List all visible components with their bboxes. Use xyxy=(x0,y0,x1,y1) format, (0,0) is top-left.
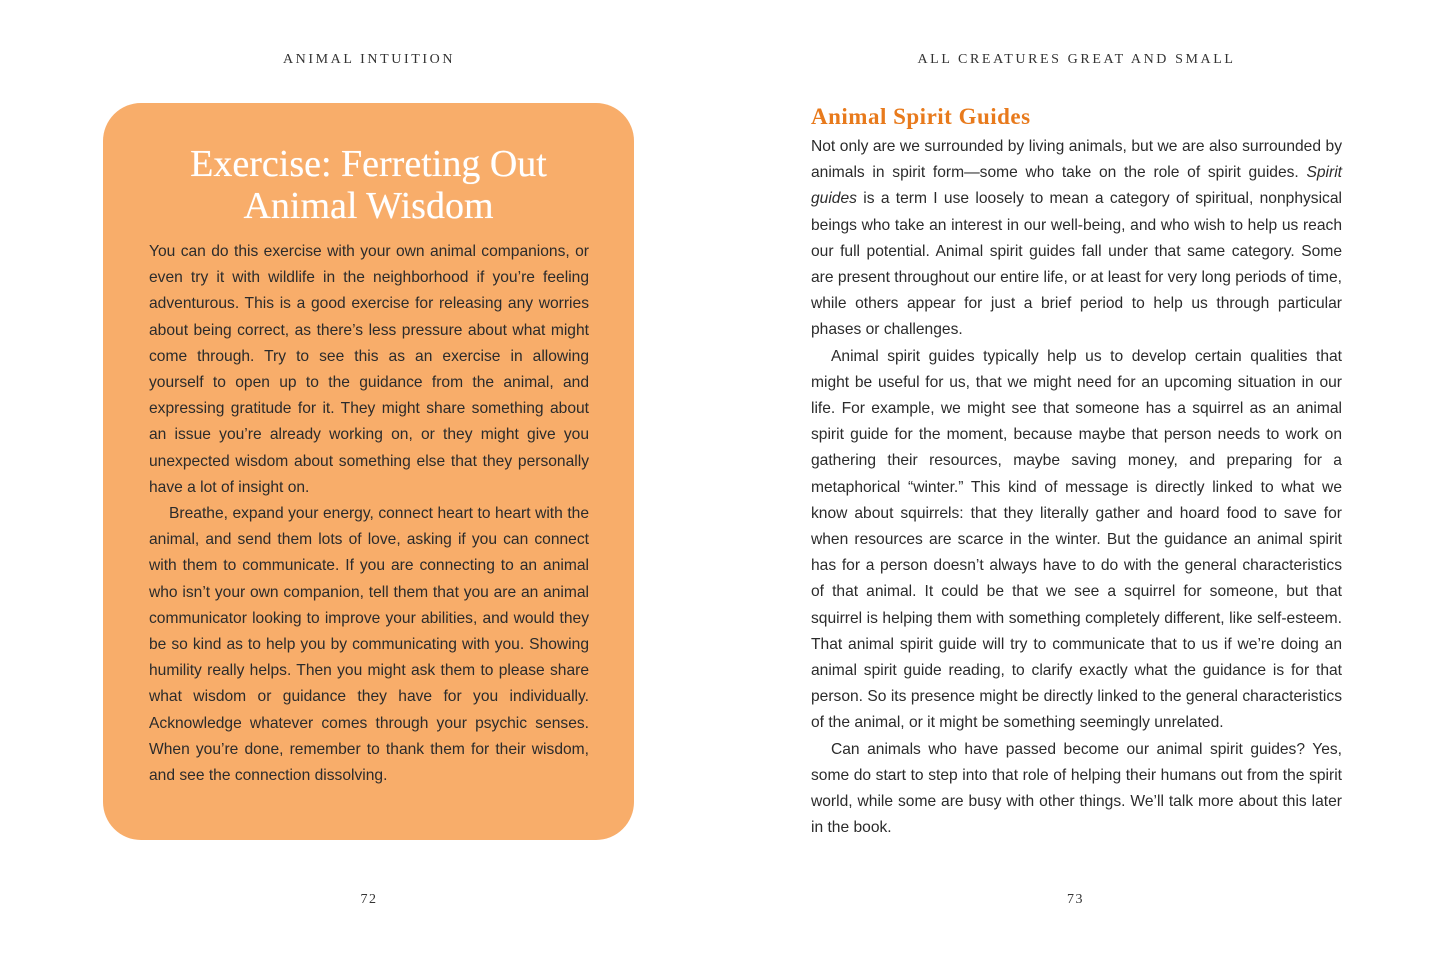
section-paragraph-2: Animal spirit guides typically help us to develop certain qualities that might be useful for us, that we might need for an upcoming situation in our life. For example, we might see that someone has a squirrel as an animal spirit guide for the moment, because maybe that person needs to work on gathering their resources, maybe saving money, and preparing for a metaphorical “winter.” This kind of message is directly linked to what we know about squirrels: that they literally gather and hoard food to save for when resources are scarce in the winter. But the guidance an animal spirit has for a person doesn’t always have to do with the general characteristics of that animal. It could be that we see a squirrel for someone, but that squirrel is helping them with something completely different, like self-esteem. That animal spirit guide will try to communicate that to us if we’re doing an animal spirit guide reading, to clarify exactly what the guidance is for that person. So its presence might be directly linked to the general characteristics of the animal, or it might be something seemingly unrelated. xyxy=(811,347,1342,732)
exercise-title-line-1: Exercise: Ferreting Out xyxy=(190,143,547,185)
exercise-paragraph-1: You can do this exercise with your own animal companions, or even try it with wildlife in the neighborhood if you’re feeling adventurous. This is a good exercise for releasing any worries about being correct, as there’s less pressure about what might come through. Try to see this as an exercise in allowing yourself to open up to the guidance from the animal, and expressing gratitude for it. They might share something about an issue you’re already working on, or they might give you unexpected wisdom about something else that they personally have a lot of insight on. xyxy=(149,243,589,496)
exercise-title xyxy=(103,143,634,227)
section-body xyxy=(811,134,1342,841)
running-head-left: ANIMAL INTUITION xyxy=(282,52,456,67)
section-paragraph-1 xyxy=(811,134,1342,344)
spirit-guides-term: Spirit guides xyxy=(811,164,1342,208)
exercise-box xyxy=(103,103,634,840)
exercise-paragraph-2: Breathe, expand your energy, connect heart to heart with the animal, and send them lots of love, asking if you can connect with them to communicate. If you are connecting to an animal who isn’t your own companion, tell them that you are an animal communicator looking to improve your abilities, and would they be so kind as to help you by communicating with you. Showing humility really helps. Then you might ask them to please share what wisdom or guidance they have for you individually. Acknowledge whatever comes through your psychic senses. When you’re done, remember to thank them for their wisdom, and see the connection dissolving. xyxy=(149,505,589,785)
running-head-right: ALL CREATURES GREAT AND SMALL xyxy=(917,52,1236,67)
section-heading: Animal Spirit Guides xyxy=(811,104,1031,129)
exercise-body xyxy=(149,239,589,789)
exercise-title-line-2: Animal Wisdom xyxy=(243,185,494,227)
left-page xyxy=(0,0,722,973)
section-paragraph-1-rest: is a term I use loosely to mean a category of spiritual, nonphysical beings who take an interest in our well-being, and who wish to help us reach our full potential. Animal spirit guides fall under that same category. Some are present throughout our entire life, or at least for very long periods of time, while others appear for just a brief period to help us through particular phases or challenges. xyxy=(811,190,1342,339)
page-number-left: 72 xyxy=(360,892,378,907)
right-page xyxy=(722,0,1445,973)
section-paragraph-3: Can animals who have passed become our animal spirit guides? Yes, some do start to step into that role of helping their humans out from the spirit world, while some are busy with other things. We’ll talk more about this later in the book. xyxy=(811,740,1342,837)
page-number-right: 73 xyxy=(1067,892,1084,907)
section-paragraph-1-intro: Not only are we surrounded by living animals, but we are also surrounded by animals in spirit form—some who take on the role of spirit guides. xyxy=(811,138,1342,182)
